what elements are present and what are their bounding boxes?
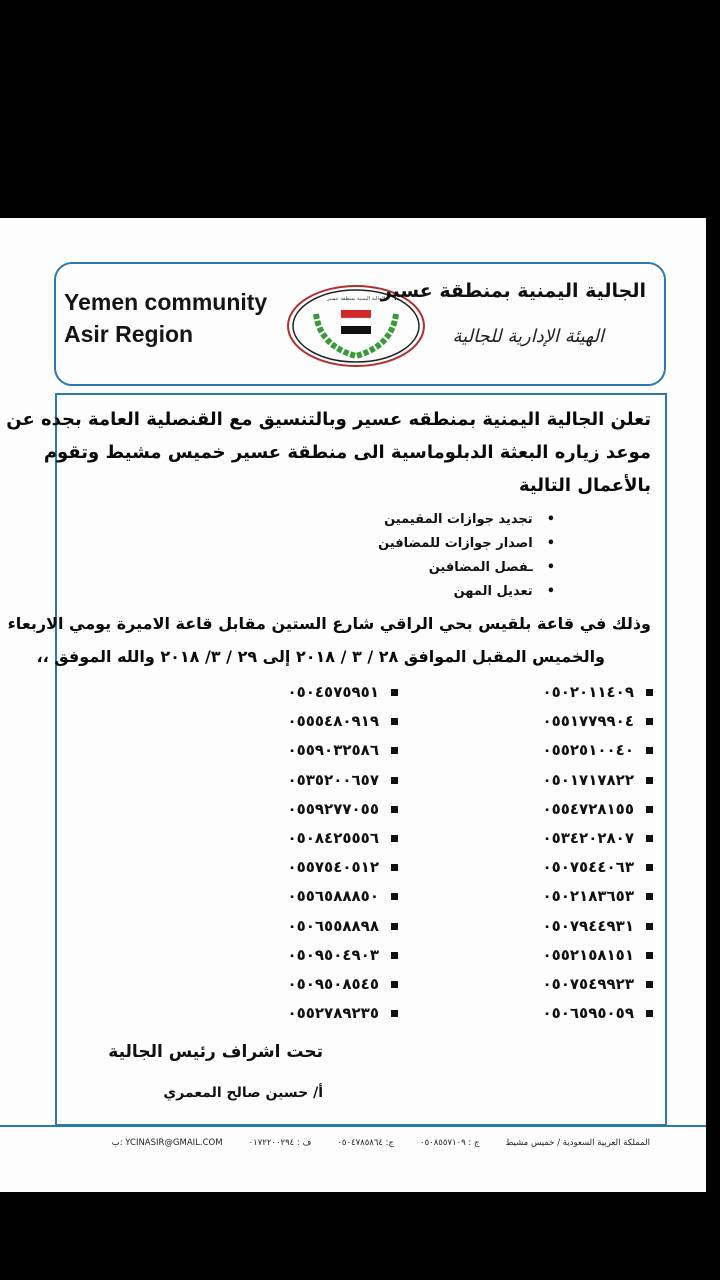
paragraph1-line: تعلن الجالية اليمنية بمنطقه عسير وبالتنسيق مع القنصلية العامة بجده عن xyxy=(6,409,651,430)
phone-number-item xyxy=(542,829,653,847)
square-bullet-icon xyxy=(646,864,653,871)
phone-number: ٠٥٥٩٠٣٢٥٨٦ xyxy=(287,741,379,760)
phone-number: ٠٥٠٦٥٥٨٨٩٨ xyxy=(287,916,379,935)
square-bullet-icon xyxy=(391,835,398,842)
square-bullet-icon xyxy=(646,806,653,813)
square-bullet-icon xyxy=(391,806,398,813)
phone-number-item xyxy=(542,712,653,730)
square-bullet-icon xyxy=(391,952,398,959)
square-bullet-icon xyxy=(391,923,398,930)
phone-number: ٠٥٥٢١٥٨١٥١ xyxy=(542,945,634,964)
phone-number: ٠٥٠٧٩٤٤٩٣١ xyxy=(542,916,634,935)
paragraph2-line: والخميس المقبل الموافق ٢٨ / ٣ / ٢٠١٨ إلى ٢٩ / ٣/ ٢٠١٨ والله الموفق ،، xyxy=(36,647,605,666)
service-item: • تجديد جوازات المقيمين xyxy=(384,512,555,527)
phone-number-item xyxy=(287,683,398,701)
seal-text: الجالية اليمنية بمنطقة عسير xyxy=(327,296,385,302)
phone-number-item xyxy=(542,771,653,789)
phone-number-item xyxy=(542,858,653,876)
square-bullet-icon xyxy=(646,835,653,842)
phone-number: ٠٥٠٧٥٤٤٠٦٣ xyxy=(542,858,634,877)
phone-number-item xyxy=(287,771,398,789)
square-bullet-icon xyxy=(391,777,398,784)
phone-number-item xyxy=(542,917,653,935)
phone-number: ٠٥٥٢٧٨٩٢٣٥ xyxy=(287,1004,379,1023)
phone-number: ٠٥٠٨٤٢٥٥٥٦ xyxy=(287,829,379,847)
english-org-name xyxy=(64,286,267,350)
square-bullet-icon xyxy=(646,1010,653,1017)
phone-number-item xyxy=(542,741,653,759)
phone-number: ٠٥٠٢٠١١٤٠٩ xyxy=(542,683,634,701)
square-bullet-icon xyxy=(646,689,653,696)
square-bullet-icon xyxy=(391,718,398,725)
footer-location: المملكة العربية السعودية / خميس مشيط xyxy=(505,1138,650,1148)
phone-number-item xyxy=(542,887,653,905)
paragraph2-line: وذلك في قاعة بلقيس بحي الراقي شارع الستين مقابل قاعة الاميرة يومي الاربعاء xyxy=(7,614,651,633)
phone-number-item xyxy=(542,1004,653,1022)
phone-number: ٠٥٠٩٥٠٤٩٠٣ xyxy=(287,945,379,964)
phone-number-item xyxy=(542,946,653,964)
phone-number: ٠٥٥٢٥١٠٠٤٠ xyxy=(542,741,634,760)
document-page xyxy=(0,218,706,1192)
phone-number: ٠٥٥٦٥٨٨٨٥٠ xyxy=(287,887,379,906)
phone-number: ٠٥٠٢١٨٣٦٥٣ xyxy=(542,887,634,906)
phone-number: ٠٥٠٧٥٤٩٩٢٣ xyxy=(542,975,634,993)
phone-number: ٠٥٠٤٥٧٥٩٥١ xyxy=(287,683,379,701)
signatory-name: أ/ حسين صالح المعمري xyxy=(163,1085,323,1101)
phone-number-item xyxy=(287,1004,398,1022)
phone-number-item xyxy=(542,800,653,818)
footer-fax: ف : ٠١٧٢٢٠٠٢٩٤ xyxy=(248,1138,312,1148)
footer-contact xyxy=(111,1138,650,1148)
phone-number-item xyxy=(287,917,398,935)
square-bullet-icon xyxy=(646,952,653,959)
footer-mobile-2: ج: ٠٥٠٤٧٨٥٨٦٤ xyxy=(337,1138,395,1148)
supervision-title: تحت اشراف رئيس الجالية xyxy=(108,1042,323,1062)
phone-number: ٠٥٠٩٥٠٨٥٤٥ xyxy=(287,975,379,993)
phone-number: ٠٥٠٦٥٩٥٠٥٩ xyxy=(542,1004,634,1023)
english-line-2: Asir Region xyxy=(64,321,194,347)
square-bullet-icon xyxy=(646,718,653,725)
paragraph1-line: موعد زياره البعثة الدبلوماسية الى منطقة عسير خميس مشيط وتقوم xyxy=(43,442,651,463)
phone-number-item xyxy=(287,975,398,993)
phone-number: ٠٥٣٥٢٠٠٦٥٧ xyxy=(287,770,379,789)
phone-number: ٠٥٥٤٧٢٨١٥٥ xyxy=(542,799,634,818)
phone-number: ٠٥٥٥٤٨٠٩١٩ xyxy=(287,712,379,731)
letterhead xyxy=(54,262,666,386)
square-bullet-icon xyxy=(646,893,653,900)
square-bullet-icon xyxy=(391,1010,398,1017)
phone-number-item xyxy=(287,829,398,847)
square-bullet-icon xyxy=(391,981,398,988)
english-line-1: Yemen community xyxy=(64,289,268,315)
service-item: • تعديل المهن xyxy=(454,584,555,599)
square-bullet-icon xyxy=(391,747,398,754)
square-bullet-icon xyxy=(391,689,398,696)
phone-number: ٠٥٣٤٢٠٢٨٠٧ xyxy=(542,829,634,847)
phone-number-item xyxy=(287,800,398,818)
phone-number-item xyxy=(287,741,398,759)
phone-number-item xyxy=(287,946,398,964)
footer-mobile-1: ج : ٠٥٠٨٥٥٧١٠٩ xyxy=(420,1138,480,1148)
service-item: • ـفصل المضافين xyxy=(429,560,555,575)
square-bullet-icon xyxy=(391,893,398,900)
square-bullet-icon xyxy=(646,981,653,988)
phone-number-item xyxy=(287,712,398,730)
phone-number: ٠٥٥١٧٧٩٩٠٤ xyxy=(542,712,634,731)
square-bullet-icon xyxy=(646,747,653,754)
square-bullet-icon xyxy=(646,777,653,784)
footer-email: ب: YCINASIR@GMAIL.COM xyxy=(111,1138,223,1148)
phone-number-item xyxy=(287,887,398,905)
announcement-box xyxy=(6,393,667,1126)
service-item: • اصدار جوازات للمضافين xyxy=(378,536,555,551)
phone-number: ٠٥٥٩٢٧٧٠٥٥ xyxy=(287,799,379,818)
arabic-subtitle: الهيئة الإدارية للجالية xyxy=(452,326,604,347)
square-bullet-icon xyxy=(391,864,398,871)
phone-number: ٠٥٠١٧١٧٨٢٢ xyxy=(542,770,634,789)
phone-number: ٠٥٥٧٥٤٠٥١٢ xyxy=(287,858,379,877)
phone-number-item xyxy=(542,683,653,701)
square-bullet-icon xyxy=(646,923,653,930)
paragraph1-line: بالأعمال التالية xyxy=(519,475,651,496)
phone-number-item xyxy=(287,858,398,876)
footer-divider xyxy=(0,1125,706,1127)
arabic-org-name: الجالية اليمنية بمنطقة عسير xyxy=(380,280,646,302)
phone-number-item xyxy=(542,975,653,993)
